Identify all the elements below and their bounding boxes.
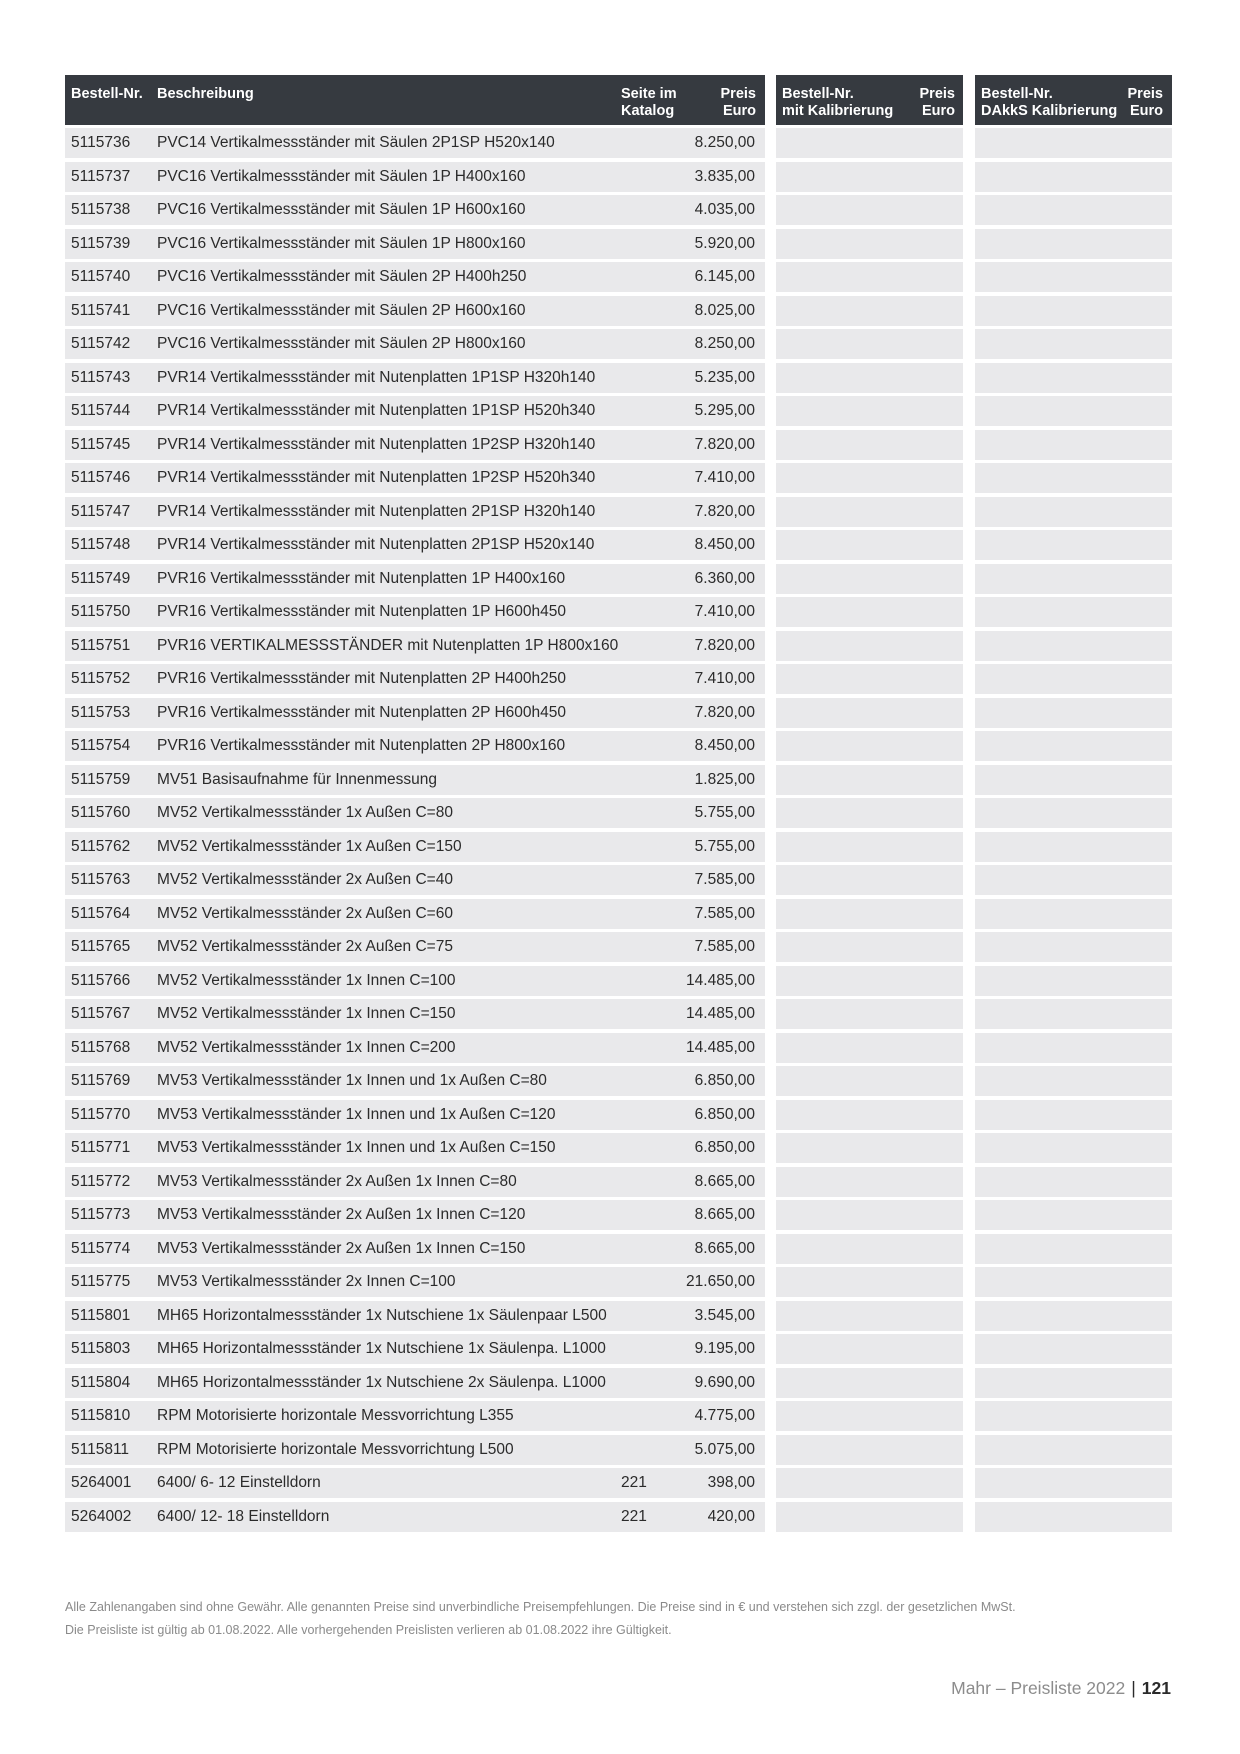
order-number: 5115736 — [71, 134, 131, 151]
table-row — [0, 1234, 1240, 1264]
table-header-main — [65, 75, 765, 125]
row-dakks-cell — [975, 296, 1172, 326]
row-calibration-cell — [776, 865, 963, 895]
order-number: 5115748 — [71, 536, 131, 553]
description: PVC16 Vertikalmessständer mit Säulen 1P H600x160 — [157, 201, 526, 218]
price: 420,00 — [707, 1507, 755, 1525]
row-calibration-cell — [776, 296, 963, 326]
price: 8.250,00 — [694, 335, 755, 352]
row-dakks-cell — [975, 128, 1172, 158]
row-calibration-cell — [776, 1301, 963, 1331]
description: PVC16 Vertikalmessständer mit Säulen 2P H800x160 — [157, 335, 526, 352]
description: MV53 Vertikalmessständer 2x Innen C=100 — [157, 1273, 456, 1290]
price: 7.585,00 — [694, 871, 755, 888]
row-dakks-cell — [975, 463, 1172, 493]
description: MH65 Horizontalmessständer 1x Nutschiene 1x Säulenpa. L1000 — [157, 1340, 606, 1357]
header-dakks-price-line1: Preis — [1127, 86, 1163, 102]
row-dakks-cell — [975, 865, 1172, 895]
price: 3.545,00 — [694, 1306, 755, 1324]
price: 6.145,00 — [694, 268, 755, 285]
order-number: 5115737 — [71, 167, 131, 185]
description: PVR14 Vertikalmessständer mit Nutenplatten 1P1SP H320h140 — [157, 368, 596, 386]
order-number: 5115803 — [71, 1340, 131, 1357]
order-number: 5115770 — [71, 1105, 131, 1123]
description: PVR14 Vertikalmessständer mit Nutenplatten 1P2SP H520h340 — [157, 469, 596, 486]
row-dakks-cell — [975, 1066, 1172, 1096]
order-number: 5115810 — [71, 1407, 131, 1424]
table-row — [0, 396, 1240, 426]
row-calibration-cell — [776, 195, 963, 225]
price: 7.585,00 — [694, 904, 755, 922]
row-calibration-cell — [776, 698, 963, 728]
order-number: 5115765 — [71, 938, 131, 955]
row-dakks-cell — [975, 664, 1172, 694]
price: 5.920,00 — [694, 234, 755, 252]
price: 7.820,00 — [694, 502, 755, 520]
description: PVR16 Vertikalmessständer mit Nutenplatten 1P H600h450 — [157, 603, 566, 620]
order-number: 5115801 — [71, 1306, 131, 1324]
table-row — [0, 128, 1240, 158]
description: MV52 Vertikalmessständer 2x Außen C=75 — [157, 938, 453, 955]
row-calibration-cell — [776, 731, 963, 761]
table-row — [0, 1334, 1240, 1364]
row-calibration-cell — [776, 1133, 963, 1163]
row-dakks-cell — [975, 765, 1172, 795]
order-number: 5115775 — [71, 1273, 131, 1290]
order-number: 5115754 — [71, 737, 131, 754]
price: 7.410,00 — [694, 469, 755, 486]
table-row — [0, 698, 1240, 728]
row-dakks-cell — [975, 631, 1172, 661]
table-row — [0, 1301, 1240, 1331]
table-row — [0, 296, 1240, 326]
table-row — [0, 798, 1240, 828]
row-calibration-cell — [776, 430, 963, 460]
row-calibration-cell — [776, 162, 963, 192]
table-row — [0, 530, 1240, 560]
table-row — [0, 262, 1240, 292]
table-header-calibration — [776, 75, 963, 125]
price: 8.450,00 — [694, 737, 755, 754]
row-dakks-cell — [975, 1234, 1172, 1264]
order-number: 5115774 — [71, 1239, 131, 1257]
order-number: 5115751 — [71, 636, 131, 654]
price: 398,00 — [707, 1474, 755, 1491]
description: PVC16 Vertikalmessständer mit Säulen 2P H600x160 — [157, 301, 526, 319]
order-number: 5115750 — [71, 603, 131, 620]
description: MV52 Vertikalmessständer 1x Außen C=80 — [157, 804, 453, 821]
description: PVR14 Vertikalmessständer mit Nutenplatten 2P1SP H320h140 — [157, 502, 596, 520]
footnote-line2: Die Preisliste ist gültig ab 01.08.2022. Alle vorhergehenden Preislisten verlieren ab 01.08.2022 ihre Gültigkeit. — [65, 1623, 672, 1637]
description: 6400/ 12- 18 Einstelldorn — [157, 1507, 330, 1525]
description: PVR16 Vertikalmessständer mit Nutenplatten 2P H600h450 — [157, 703, 566, 721]
table-row — [0, 966, 1240, 996]
row-calibration-cell — [776, 396, 963, 426]
description: PVR14 Vertikalmessständer mit Nutenplatten 1P2SP H320h140 — [157, 435, 596, 453]
row-dakks-cell — [975, 1435, 1172, 1465]
price: 5.075,00 — [694, 1440, 755, 1458]
row-dakks-cell — [975, 597, 1172, 627]
table-row — [0, 463, 1240, 493]
description: PVR16 Vertikalmessständer mit Nutenplatten 1P H400x160 — [157, 569, 566, 587]
header-order-no: Bestell-Nr. — [71, 86, 143, 102]
table-row — [0, 1200, 1240, 1230]
price: 1.825,00 — [694, 770, 755, 788]
row-calibration-cell — [776, 1401, 963, 1431]
price: 7.410,00 — [694, 670, 755, 687]
row-calibration-cell — [776, 999, 963, 1029]
order-number: 5115746 — [71, 469, 131, 486]
description: MV53 Vertikalmessständer 1x Innen und 1x Außen C=150 — [157, 1139, 556, 1156]
description: RPM Motorisierte horizontale Messvorrichtung L355 — [157, 1407, 514, 1424]
order-number: 5115741 — [71, 301, 131, 319]
order-number: 5115772 — [71, 1172, 131, 1190]
price: 5.755,00 — [694, 837, 755, 855]
row-dakks-cell — [975, 966, 1172, 996]
price: 8.250,00 — [694, 134, 755, 151]
row-calibration-cell — [776, 1267, 963, 1297]
row-dakks-cell — [975, 1401, 1172, 1431]
order-number: 5115767 — [71, 1005, 131, 1022]
row-calibration-cell — [776, 798, 963, 828]
row-calibration-cell — [776, 530, 963, 560]
order-number: 5115768 — [71, 1038, 131, 1056]
row-dakks-cell — [975, 1267, 1172, 1297]
row-dakks-cell — [975, 832, 1172, 862]
table-row — [0, 1401, 1240, 1431]
row-dakks-cell — [975, 1167, 1172, 1197]
description: PVC16 Vertikalmessständer mit Säulen 1P H400x160 — [157, 167, 526, 185]
table-row — [0, 162, 1240, 192]
description: MV53 Vertikalmessständer 2x Außen 1x Innen C=120 — [157, 1206, 526, 1223]
price: 8.025,00 — [694, 301, 755, 319]
row-dakks-cell — [975, 329, 1172, 359]
price: 8.665,00 — [694, 1206, 755, 1223]
description: MV51 Basisaufnahme für Innenmessung — [157, 770, 438, 788]
table-row — [0, 1100, 1240, 1130]
row-dakks-cell — [975, 363, 1172, 393]
description: MV52 Vertikalmessständer 2x Außen C=60 — [157, 904, 453, 922]
description: MV52 Vertikalmessständer 1x Innen C=100 — [157, 971, 456, 989]
order-number: 5115739 — [71, 234, 131, 252]
catalog-page: 221 — [621, 1507, 647, 1525]
row-dakks-cell — [975, 1334, 1172, 1364]
table-row — [0, 932, 1240, 962]
row-dakks-cell — [975, 932, 1172, 962]
row-calibration-cell — [776, 1100, 963, 1130]
row-dakks-cell — [975, 798, 1172, 828]
row-dakks-cell — [975, 1502, 1172, 1532]
price: 7.585,00 — [694, 938, 755, 955]
order-number: 5115747 — [71, 502, 131, 520]
row-calibration-cell — [776, 497, 963, 527]
row-dakks-cell — [975, 1033, 1172, 1063]
order-number: 5264002 — [71, 1507, 132, 1525]
table-row — [0, 430, 1240, 460]
order-number: 5115764 — [71, 904, 131, 922]
row-dakks-cell — [975, 396, 1172, 426]
row-calibration-cell — [776, 832, 963, 862]
table-row — [0, 1267, 1240, 1297]
table-row — [0, 1167, 1240, 1197]
description: 6400/ 6- 12 Einstelldorn — [157, 1474, 321, 1491]
row-dakks-cell — [975, 1468, 1172, 1498]
price: 8.665,00 — [694, 1239, 755, 1257]
header-catalog-page-line1: Seite im — [621, 86, 677, 102]
description: PVR16 Vertikalmessständer mit Nutenplatten 2P H400h250 — [157, 670, 566, 687]
row-dakks-cell — [975, 162, 1172, 192]
row-calibration-cell — [776, 1334, 963, 1364]
table-row — [0, 1066, 1240, 1096]
order-number: 5115763 — [71, 871, 131, 888]
header-dakks-price-line2: Euro — [1129, 103, 1163, 119]
description: PVC16 Vertikalmessständer mit Säulen 1P H800x160 — [157, 234, 526, 252]
row-calibration-cell — [776, 1468, 963, 1498]
description: PVR14 Vertikalmessständer mit Nutenplatten 2P1SP H520x140 — [157, 536, 595, 553]
price: 6.360,00 — [694, 569, 755, 587]
row-calibration-cell — [776, 765, 963, 795]
order-number: 5115773 — [71, 1206, 131, 1223]
footer-title: Mahr – Preisliste 2022 — [951, 1678, 1126, 1698]
table-row — [0, 1033, 1240, 1063]
row-dakks-cell — [975, 1368, 1172, 1398]
catalog-page: 221 — [621, 1474, 647, 1491]
row-calibration-cell — [776, 1368, 963, 1398]
row-dakks-cell — [975, 1133, 1172, 1163]
order-number: 5115740 — [71, 268, 131, 285]
description: RPM Motorisierte horizontale Messvorrichtung L500 — [157, 1440, 514, 1458]
row-dakks-cell — [975, 430, 1172, 460]
description: PVR14 Vertikalmessständer mit Nutenplatten 1P1SP H520h340 — [157, 402, 596, 419]
table-row — [0, 497, 1240, 527]
description: MV52 Vertikalmessständer 1x Außen C=150 — [157, 837, 462, 855]
order-number: 5115752 — [71, 670, 131, 687]
header-cal-order-no-line1: Bestell-Nr. — [782, 86, 854, 102]
header-description: Beschreibung — [157, 86, 254, 102]
row-calibration-cell — [776, 1033, 963, 1063]
table-row — [0, 999, 1240, 1029]
description: PVR16 Vertikalmessständer mit Nutenplatten 2P H800x160 — [157, 737, 566, 754]
row-dakks-cell — [975, 1100, 1172, 1130]
footer-separator: | — [1131, 1678, 1136, 1698]
header-cal-price-line1: Preis — [919, 86, 955, 102]
footnote-line1: Alle Zahlenangaben sind ohne Gewähr. Alle genannten Preise sind unverbindliche Preisempfehlungen. Die Preise sind in € und verstehen sich zzgl. der gesetzlichen MwSt. — [65, 1600, 1016, 1614]
price: 6.850,00 — [694, 1072, 755, 1089]
table-row — [0, 664, 1240, 694]
row-calibration-cell — [776, 363, 963, 393]
description: MV53 Vertikalmessständer 1x Innen und 1x Außen C=120 — [157, 1105, 556, 1123]
description: MV52 Vertikalmessständer 1x Innen C=150 — [157, 1005, 456, 1022]
row-dakks-cell — [975, 698, 1172, 728]
table-row — [0, 865, 1240, 895]
order-number: 5115762 — [71, 837, 131, 855]
table-row — [0, 363, 1240, 393]
row-dakks-cell — [975, 731, 1172, 761]
price: 21.650,00 — [686, 1273, 755, 1290]
row-dakks-cell — [975, 564, 1172, 594]
table-row — [0, 1468, 1240, 1498]
price: 14.485,00 — [686, 971, 755, 989]
row-calibration-cell — [776, 1167, 963, 1197]
row-dakks-cell — [975, 899, 1172, 929]
row-dakks-cell — [975, 497, 1172, 527]
table-row — [0, 899, 1240, 929]
table-row — [0, 564, 1240, 594]
row-calibration-cell — [776, 262, 963, 292]
order-number: 5115742 — [71, 335, 131, 352]
description: PVC16 Vertikalmessständer mit Säulen 2P H400h250 — [157, 268, 527, 285]
table-row — [0, 597, 1240, 627]
price: 5.295,00 — [694, 402, 755, 419]
table-row — [0, 1435, 1240, 1465]
price: 6.850,00 — [694, 1105, 755, 1123]
table-row — [0, 195, 1240, 225]
row-calibration-cell — [776, 1200, 963, 1230]
order-number: 5115769 — [71, 1072, 131, 1089]
table-row — [0, 1133, 1240, 1163]
row-calibration-cell — [776, 664, 963, 694]
row-calibration-cell — [776, 597, 963, 627]
row-dakks-cell — [975, 1301, 1172, 1331]
row-calibration-cell — [776, 1234, 963, 1264]
table-row — [0, 1368, 1240, 1398]
row-dakks-cell — [975, 999, 1172, 1029]
row-calibration-cell — [776, 329, 963, 359]
order-number: 5115745 — [71, 435, 131, 453]
description: PVC14 Vertikalmessständer mit Säulen 2P1SP H520x140 — [157, 134, 555, 151]
price: 8.450,00 — [694, 536, 755, 553]
order-number: 5115804 — [71, 1373, 131, 1391]
price: 14.485,00 — [686, 1005, 755, 1022]
row-calibration-cell — [776, 899, 963, 929]
description: MV53 Vertikalmessständer 1x Innen und 1x Außen C=80 — [157, 1072, 547, 1089]
order-number: 5115738 — [71, 201, 131, 218]
price: 3.835,00 — [694, 167, 755, 185]
row-calibration-cell — [776, 1435, 963, 1465]
header-catalog-page-line2: Katalog — [621, 103, 675, 119]
price: 6.850,00 — [694, 1139, 755, 1156]
table-row — [0, 731, 1240, 761]
order-number: 5115759 — [71, 770, 131, 788]
row-dakks-cell — [975, 530, 1172, 560]
table-row — [0, 832, 1240, 862]
header-cal-price-line2: Euro — [921, 103, 955, 119]
row-calibration-cell — [776, 966, 963, 996]
header-price-line2: Euro — [722, 103, 756, 119]
row-calibration-cell — [776, 1066, 963, 1096]
price: 7.410,00 — [694, 603, 755, 620]
order-number: 5115811 — [71, 1440, 130, 1458]
price: 4.035,00 — [694, 201, 755, 218]
order-number: 5115743 — [71, 368, 131, 386]
price: 7.820,00 — [694, 703, 755, 721]
table-header-dakks — [975, 75, 1172, 125]
table-row — [0, 329, 1240, 359]
row-dakks-cell — [975, 262, 1172, 292]
price: 5.755,00 — [694, 804, 755, 821]
header-cal-order-no-line2: mit Kalibrierung — [782, 103, 894, 119]
row-calibration-cell — [776, 932, 963, 962]
table-row — [0, 1502, 1240, 1532]
price: 7.820,00 — [694, 636, 755, 654]
description: MV53 Vertikalmessständer 2x Außen 1x Innen C=150 — [157, 1239, 526, 1257]
description: PVR16 VERTIKALMESSSTÄNDER mit Nutenplatten 1P H800x160 — [157, 636, 619, 654]
page-footer — [951, 1678, 1171, 1699]
description: MV52 Vertikalmessständer 2x Außen C=40 — [157, 871, 453, 888]
table-row — [0, 631, 1240, 661]
description: MV52 Vertikalmessständer 1x Innen C=200 — [157, 1038, 456, 1056]
price: 4.775,00 — [694, 1407, 755, 1424]
row-calibration-cell — [776, 1502, 963, 1532]
price: 9.195,00 — [694, 1340, 755, 1357]
description: MV53 Vertikalmessständer 2x Außen 1x Innen C=80 — [157, 1172, 517, 1190]
row-dakks-cell — [975, 229, 1172, 259]
row-calibration-cell — [776, 463, 963, 493]
page-number: 121 — [1141, 1678, 1171, 1698]
price: 7.820,00 — [694, 435, 755, 453]
order-number: 5115766 — [71, 971, 131, 989]
row-calibration-cell — [776, 564, 963, 594]
price: 14.485,00 — [686, 1038, 755, 1056]
order-number: 5115749 — [71, 569, 131, 587]
header-price-line1: Preis — [720, 86, 756, 102]
header-dakks-order-no-line1: Bestell-Nr. — [981, 86, 1053, 102]
order-number: 5115753 — [71, 703, 131, 721]
order-number: 5264001 — [71, 1474, 132, 1491]
order-number: 5115744 — [71, 402, 131, 419]
header-dakks-order-no-line2: DAkkS Kalibrierung — [981, 103, 1118, 119]
row-dakks-cell — [975, 195, 1172, 225]
price: 8.665,00 — [694, 1172, 755, 1190]
order-number: 5115760 — [71, 804, 131, 821]
row-calibration-cell — [776, 631, 963, 661]
description: MH65 Horizontalmessständer 1x Nutschiene 1x Säulenpaar L500 — [157, 1306, 607, 1324]
price: 5.235,00 — [694, 368, 755, 386]
order-number: 5115771 — [71, 1139, 131, 1156]
row-calibration-cell — [776, 128, 963, 158]
price: 9.690,00 — [694, 1373, 755, 1391]
row-calibration-cell — [776, 229, 963, 259]
table-row — [0, 229, 1240, 259]
description: MH65 Horizontalmessständer 1x Nutschiene 2x Säulenpa. L1000 — [157, 1373, 606, 1391]
table-row — [0, 765, 1240, 795]
row-dakks-cell — [975, 1200, 1172, 1230]
